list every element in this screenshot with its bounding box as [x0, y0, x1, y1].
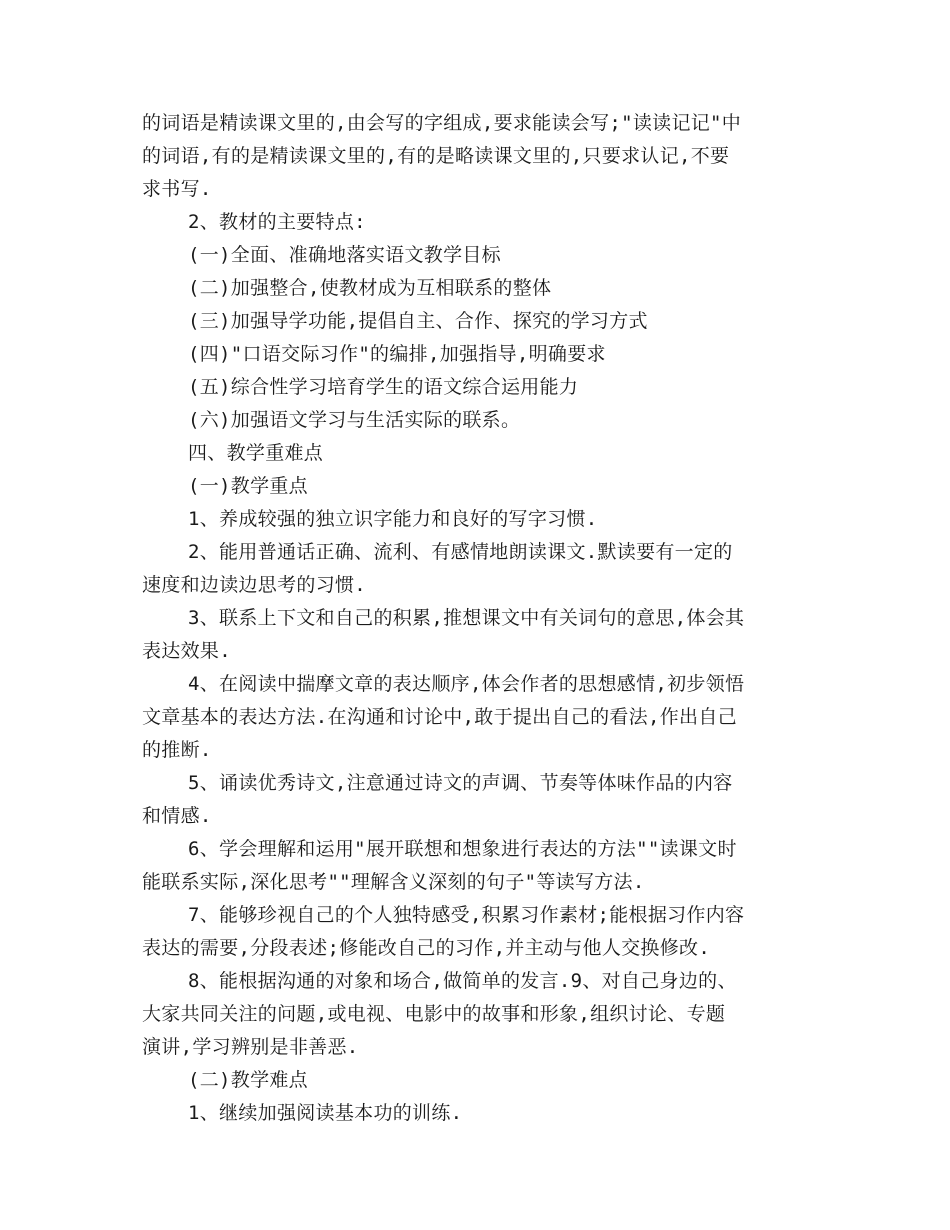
text-line: 求书写.: [142, 178, 212, 200]
text-line: 和情感.: [142, 805, 212, 827]
text-line: (一)教学重点: [188, 475, 308, 497]
text-line: 文章基本的表达方法.在沟通和讨论中,敢于提出自己的看法,作出自己: [142, 706, 737, 728]
text-line: 6、学会理解和运用"展开联想和想象进行表达的方法""读课文时: [188, 838, 737, 860]
text-line: 演讲,学习辨别是非善恶.: [142, 1036, 359, 1058]
text-line: 表达的需要,分段表述;修能改自己的习作,并主动与他人交换修改.: [142, 937, 711, 959]
text-line: 3、联系上下文和自己的积累,推想课文中有关词句的意思,体会其: [188, 607, 745, 629]
text-line: 7、能够珍视自己的个人独特感受,积累习作素材;能根据习作内容: [188, 904, 745, 926]
text-line: 5、诵读优秀诗文,注意通过诗文的声调、节奏等体味作品的内容: [188, 772, 733, 794]
text-line: 四、教学重难点: [188, 442, 324, 464]
text-line: 的推断.: [142, 739, 212, 761]
text-line: 表达效果.: [142, 640, 231, 662]
text-line: 1、继续加强阅读基本功的训练.: [188, 1102, 463, 1124]
text-line: (一)全面、准确地落实语文教学目标: [188, 244, 501, 266]
document-body: [142, 107, 812, 1130]
text-line: 1、养成较强的独立识字能力和良好的写字习惯.: [188, 508, 598, 530]
text-line: 能联系实际,深化思考""理解含义深刻的句子"等读写方法.: [142, 871, 645, 893]
text-line: 4、在阅读中揣摩文章的表达顺序,体会作者的思想感情,初步领悟: [188, 673, 745, 695]
text-line: (二)加强整合,使教材成为互相联系的整体: [188, 277, 552, 299]
text-line: 大家共同关注的问题,或电视、电影中的故事和形象,组织讨论、专题: [142, 1003, 726, 1025]
text-line: 2、能用普通话正确、流利、有感情地朗读课文.默读要有一定的: [188, 541, 733, 563]
text-line: 速度和边读边思考的习惯.: [142, 574, 367, 596]
text-line: 2、教材的主要特点:: [188, 211, 366, 233]
text-line: (三)加强导学功能,提倡自主、合作、探究的学习方式: [188, 310, 648, 332]
text-line: 的词语,有的是精读课文里的,有的是略读课文里的,只要求认记,不要: [142, 145, 730, 167]
text-line: (二)教学难点: [188, 1069, 308, 1091]
text-line: (五)综合性学习培育学生的语文综合运用能力: [188, 376, 579, 398]
text-line: (六)加强语文学习与生活实际的联系。: [188, 409, 521, 431]
text-line: (四)"口语交际习作"的编排,加强指导,明确要求: [188, 343, 606, 365]
text-line: 的词语是精读课文里的,由会写的字组成,要求能读会写;"读读记记"中: [142, 112, 742, 134]
text-line: 8、能根据沟通的对象和场合,做简单的发言.9、对自己身边的、: [188, 970, 737, 992]
